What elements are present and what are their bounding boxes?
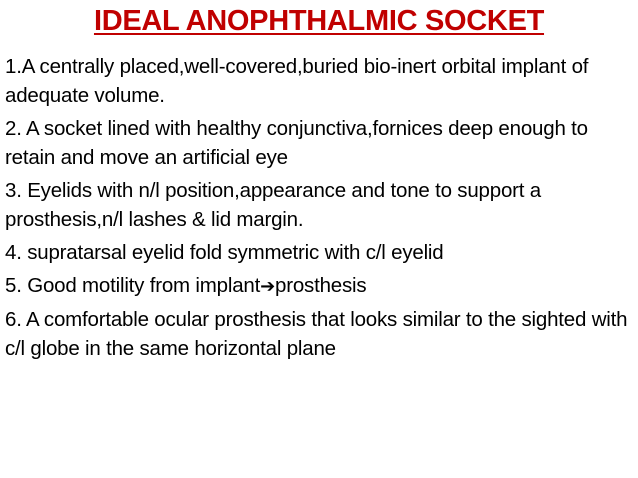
list-item: 6. A comfortable ocular prosthesis that looks similar to the sighted with c/l globe in the same horizontal plane [5, 308, 628, 360]
list-item-text: prosthesis [275, 274, 367, 297]
slide-title: IDEAL ANOPHTHALMIC SOCKET [93, 5, 545, 37]
list-item: 3. Eyelids with n/l position,appearance and tone to support a prosthesis,n/l lashes & lid margin. [5, 179, 541, 231]
list-item-text: 5. Good motility from implant [5, 274, 261, 297]
list-item: 1.A centrally placed,well-covered,buried bio-inert orbital implant of adequate volume. [5, 55, 589, 107]
right-arrow-icon: ➔ [260, 276, 275, 297]
list-item [5, 271, 635, 301]
criteria-list [5, 52, 635, 367]
list-item: 2. A socket lined with healthy conjunctiva,fornices deep enough to retain and move an artificial eye [5, 117, 588, 169]
list-item: 4. supratarsal eyelid fold symmetric with c/l eyelid [5, 241, 444, 264]
